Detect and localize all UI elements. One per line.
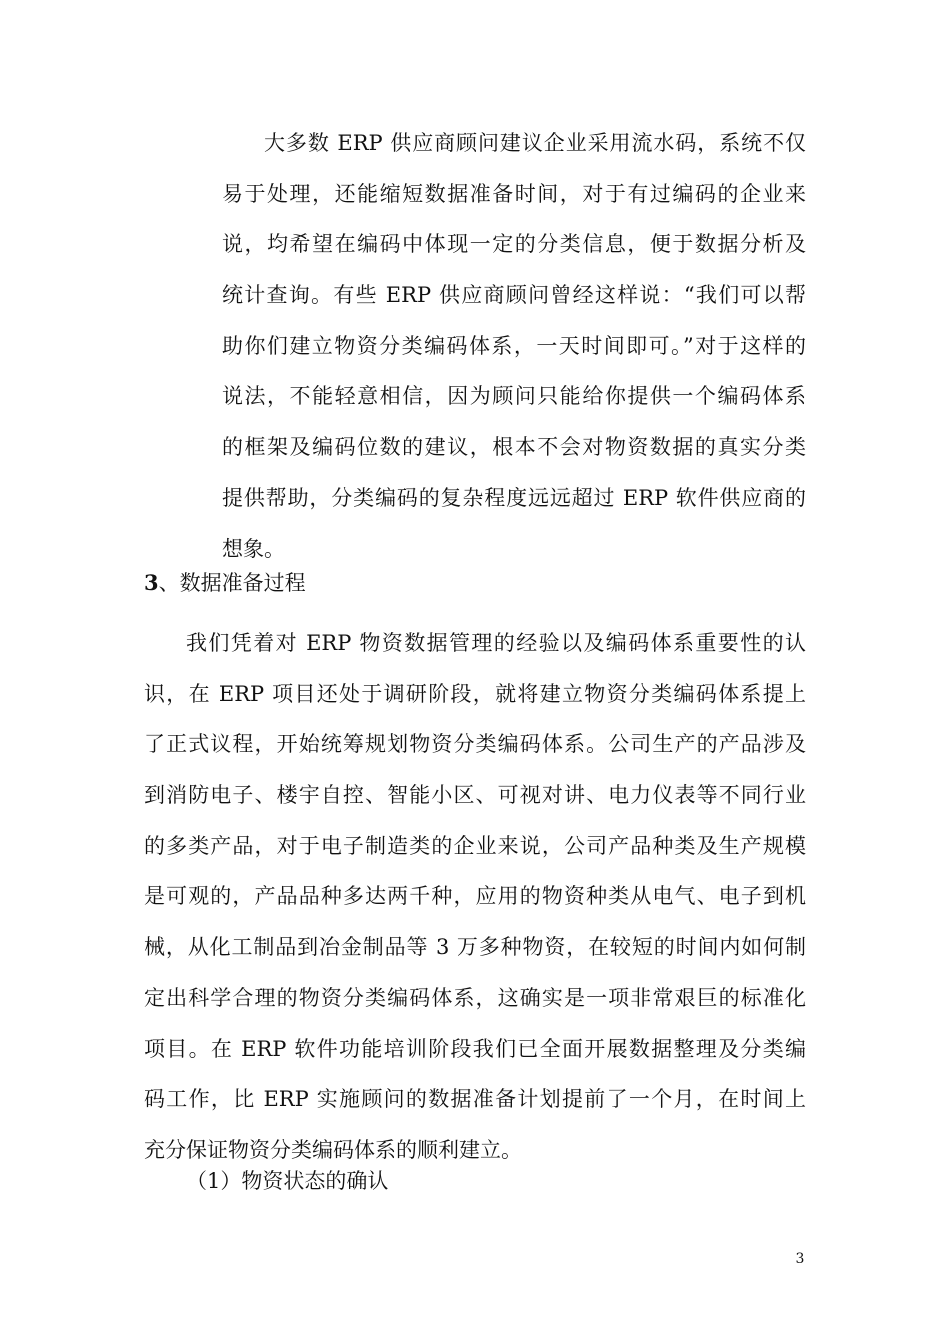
paragraph-line: 充分保证物资分类编码体系的顺利建立。 [144,1137,522,1162]
section-number: 3 [144,570,159,595]
body-paragraph [144,618,806,1176]
paragraph-line: 械，从化工制品到冶金制品等 3 万多种物资，在较短的时间内如何制 [144,935,806,960]
paragraph-line: 大多数 ERP 供应商顾问建议企业采用流水码，系统不仅 [264,131,806,155]
paragraph-line: 提供帮助，分类编码的复杂程度远远超过 ERP 软件供应商的 [222,485,806,510]
paragraph-line: 助你们建立物资分类编码体系，一天时间即可。”对于这样的 [222,333,806,358]
paragraph-line: 的框架及编码位数的建议，根本不会对物资数据的真实分类 [222,435,806,460]
subsection-heading: （1）物资状态的确认 [186,1169,389,1193]
page-number: 3 [795,1251,805,1267]
section-title: 、数据准备过程 [158,571,306,595]
paragraph-line: 是可观的，产品品种多达两千种，应用的物资种类从电气、电子到机 [144,884,806,909]
paragraph-line: 易于处理，还能缩短数据准备时间，对于有过编码的企业来 [222,181,806,206]
section-heading [144,558,306,608]
paragraph-line: 识，在 ERP 项目还处于调研阶段，就将建立物资分类编码体系提上 [144,681,806,706]
paragraph-line: 了正式议程，开始统筹规划物资分类编码体系。公司生产的产品涉及 [144,732,806,757]
paragraph-line: 定出科学合理的物资分类编码体系，这确实是一项非常艰巨的标准化 [144,985,806,1010]
paragraph-line: 统计查询。有些 ERP 供应商顾问曾经这样说：“我们可以帮 [222,283,806,308]
paragraph-line: 的多类产品，对于电子制造类的企业来说，公司产品种类及生产规模 [144,833,806,858]
quoted-paragraph [222,118,806,574]
paragraph-line: 到消防电子、楼宇自控、智能小区、可视对讲、电力仪表等不同行业 [144,783,806,808]
paragraph-line: 说，均希望在编码中体现一定的分类信息，便于数据分析及 [222,232,806,257]
paragraph-line: 我们凭着对 ERP 物资数据管理的经验以及编码体系重要性的认 [186,631,806,655]
paragraph-line: 项目。在 ERP 软件功能培训阶段我们已全面开展数据整理及分类编 [144,1036,806,1061]
paragraph-line: 说法，不能轻意相信，因为顾问只能给你提供一个编码体系 [222,384,806,409]
paragraph-line: 码工作，比 ERP 实施顾问的数据准备计划提前了一个月，在时间上 [144,1087,806,1112]
paragraph-line: 想象。 [222,536,285,561]
